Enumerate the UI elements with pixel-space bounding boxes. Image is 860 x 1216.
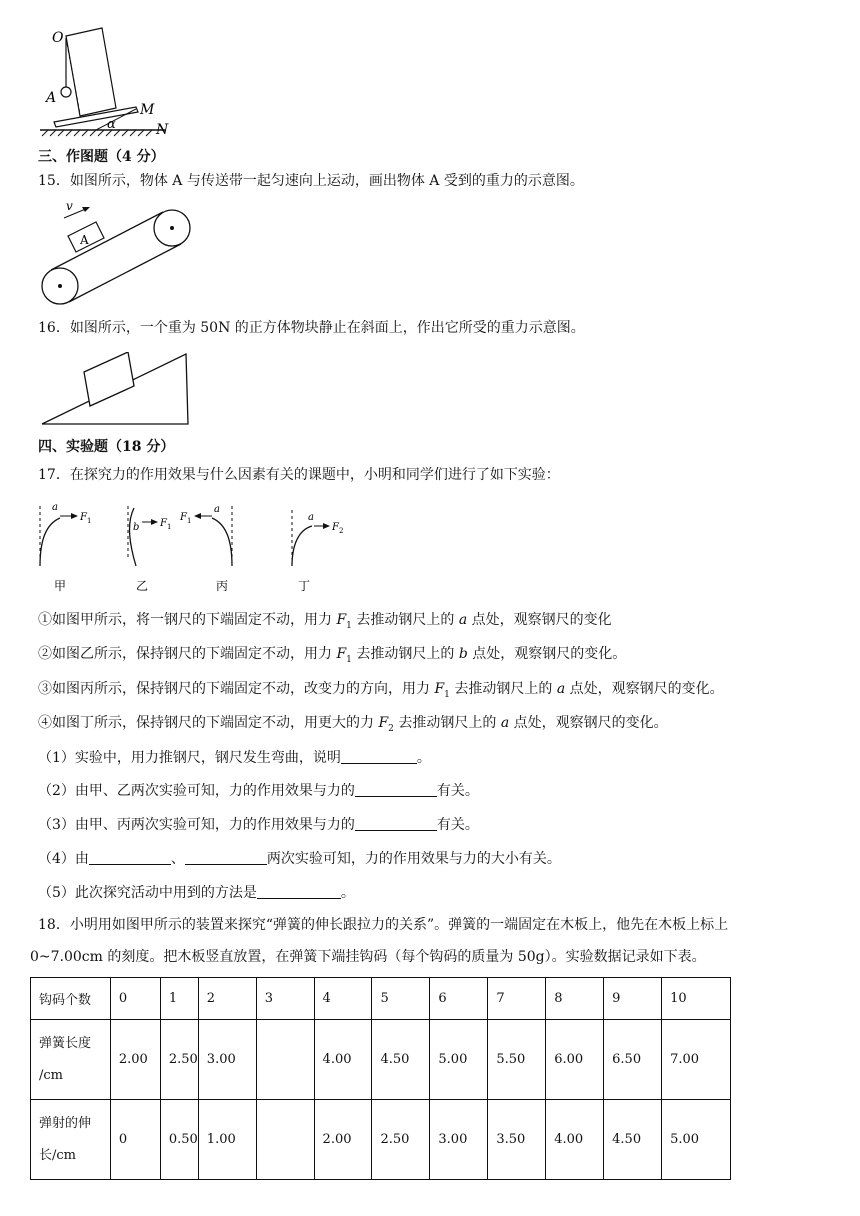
fig-label-ding: 丁 xyxy=(298,579,311,593)
fig-ding-a: a xyxy=(308,512,314,523)
fig-jia-a: a xyxy=(52,502,58,513)
q17-step-1: ①如图甲所示，将一钢尺的下端固定不动，用力 $F_1$ 去推动钢尺上的 a 点处，观察钢尺的变化 xyxy=(38,612,612,631)
answer-blank[interactable] xyxy=(355,816,437,831)
answer-blank[interactable] xyxy=(355,782,437,797)
q17-sub-4: （4）由 、 两次实验可知，力的作用效果与力的大小有关。 xyxy=(38,851,561,867)
table-cell: 2 xyxy=(198,978,256,1020)
velocity-label: v xyxy=(66,199,73,213)
table-cell: 8 xyxy=(546,978,604,1020)
table-cell: 1 xyxy=(160,978,198,1020)
fig-bing-F-sub: 1 xyxy=(187,517,192,525)
q17-sub-3: （3）由甲、丙两次实验可知，力的作用效果与力的 有关。 xyxy=(38,817,479,833)
q17-step-3: ③如图丙所示，保持钢尺的下端固定不动，改变力的方向，用力 $F_1$ 去推动钢尺上的 a 点处，观察钢尺的变化。 xyxy=(38,681,724,700)
table-row xyxy=(31,1100,731,1180)
table-cell: 7.00 xyxy=(662,1020,731,1100)
answer-blank[interactable] xyxy=(185,850,267,865)
fig-bing-a: a xyxy=(214,504,220,515)
table-cell: 1.00 xyxy=(198,1100,256,1180)
table-cell: 4.00 xyxy=(314,1020,372,1100)
block-A-label: A xyxy=(80,233,89,247)
section-3-heading: 三、作图题（4 分） xyxy=(38,149,165,165)
label-M: M xyxy=(140,102,155,118)
fig-jia-F-sub: 1 xyxy=(87,517,92,525)
q17-sub-1: （1）实验中，用力推钢尺，钢尺发生弯曲，说明 。 xyxy=(38,750,431,766)
table-cell: 2.00 xyxy=(314,1100,372,1180)
fig-label-yi: 乙 xyxy=(136,579,149,593)
spring-data-table xyxy=(30,977,731,1180)
row-header: 弹射的伸 长/cm xyxy=(31,1100,111,1180)
fig-yi-F-sub: 1 xyxy=(167,523,172,531)
question-17-intro: 17．在探究力的作用效果与什么因素有关的课题中，小明和同学们进行了如下实验： xyxy=(38,467,560,483)
table-cell: 3 xyxy=(256,978,314,1020)
row-header: 钩码个数 xyxy=(31,978,111,1020)
table-cell: 5.00 xyxy=(430,1020,488,1100)
table-cell xyxy=(256,1100,314,1180)
question-18-line-1: 18．小明用如图甲所示的装置来探究“弹簧的伸长跟拉力的关系”。弹簧的一端固定在木板上，他先在木板上标上 xyxy=(38,917,729,933)
fig-yi-b: b xyxy=(133,522,140,533)
fig-ding-F: F xyxy=(332,522,339,533)
table-cell: 9 xyxy=(604,978,662,1020)
answer-blank[interactable] xyxy=(341,749,417,764)
table-cell: 4.50 xyxy=(604,1100,662,1180)
fig-label-jia: 甲 xyxy=(54,579,67,593)
table-cell: 3.50 xyxy=(488,1100,546,1180)
table-cell: 4.00 xyxy=(546,1100,604,1180)
question-18-line-2: 0~7.00cm 的刻度。把木板竖直放置，在弹簧下端挂钩码（每个钩码的质量为 50g）。实验数据记录如下表。 xyxy=(30,949,706,965)
label-O: O xyxy=(52,30,64,46)
fig-label-bing: 丙 xyxy=(216,579,229,593)
label-N: N xyxy=(156,122,169,138)
conveyor-belt-figure xyxy=(36,198,196,310)
row-header: 弹簧长度 /cm xyxy=(31,1020,111,1100)
table-cell: 6.50 xyxy=(604,1020,662,1100)
pendulum-incline-figure xyxy=(36,26,176,138)
table-cell: 2.00 xyxy=(110,1020,160,1100)
table-cell: 0 xyxy=(110,1100,160,1180)
table-cell: 4 xyxy=(314,978,372,1020)
q17-sub-2: （2）由甲、乙两次实验可知，力的作用效果与力的 有关。 xyxy=(38,783,479,799)
table-row xyxy=(31,1020,731,1100)
table-cell: 4.50 xyxy=(372,1020,430,1100)
table-cell: 5 xyxy=(372,978,430,1020)
incline-figure xyxy=(38,352,194,428)
fig-yi-F: F xyxy=(160,518,167,529)
table-cell: 3.00 xyxy=(430,1100,488,1180)
table-cell: 5.00 xyxy=(662,1100,731,1180)
question-16-text: 16．如图所示，一个重为 50N 的正方体物块静止在斜面上，作出它所受的重力示意图。 xyxy=(38,320,585,336)
fig-bing-F: F xyxy=(180,512,187,523)
table-cell xyxy=(256,1020,314,1100)
table-cell: 2.50 xyxy=(372,1100,430,1180)
section-4-heading: 四、实验题（18 分） xyxy=(38,439,175,455)
label-alpha: α xyxy=(107,117,116,132)
q17-step-2: ②如图乙所示，保持钢尺的下端固定不动，用力 $F_1$ 去推动钢尺上的 b 点处，观察钢尺的变化。 xyxy=(38,646,627,665)
answer-blank[interactable] xyxy=(89,850,171,865)
fig-ding-F-sub: 2 xyxy=(339,527,344,535)
fig-jia-F: F xyxy=(80,512,87,523)
table-cell: 0.50 xyxy=(160,1100,198,1180)
table-cell: 7 xyxy=(488,978,546,1020)
q17-sub-5: （5）此次探究活动中用到的方法是 。 xyxy=(38,885,355,901)
table-cell: 3.00 xyxy=(198,1020,256,1100)
table-cell: 10 xyxy=(662,978,731,1020)
answer-blank[interactable] xyxy=(257,884,341,899)
table-row xyxy=(31,978,731,1020)
table-cell: 2.50 xyxy=(160,1020,198,1100)
table-cell: 5.50 xyxy=(488,1020,546,1100)
question-15-text: 15．如图所示，物体 A 与传送带一起匀速向上运动，画出物体 A 受到的重力的示意图。 xyxy=(38,173,584,189)
table-cell: 6 xyxy=(430,978,488,1020)
table-cell: 0 xyxy=(110,978,160,1020)
steel-ruler-figures xyxy=(30,500,360,596)
q17-step-4: ④如图丁所示，保持钢尺的下端固定不动，用更大的力 $F_2$ 去推动钢尺上的 a 点处，观察钢尺的变化。 xyxy=(38,715,668,734)
label-A: A xyxy=(46,90,57,106)
table-cell: 6.00 xyxy=(546,1020,604,1100)
